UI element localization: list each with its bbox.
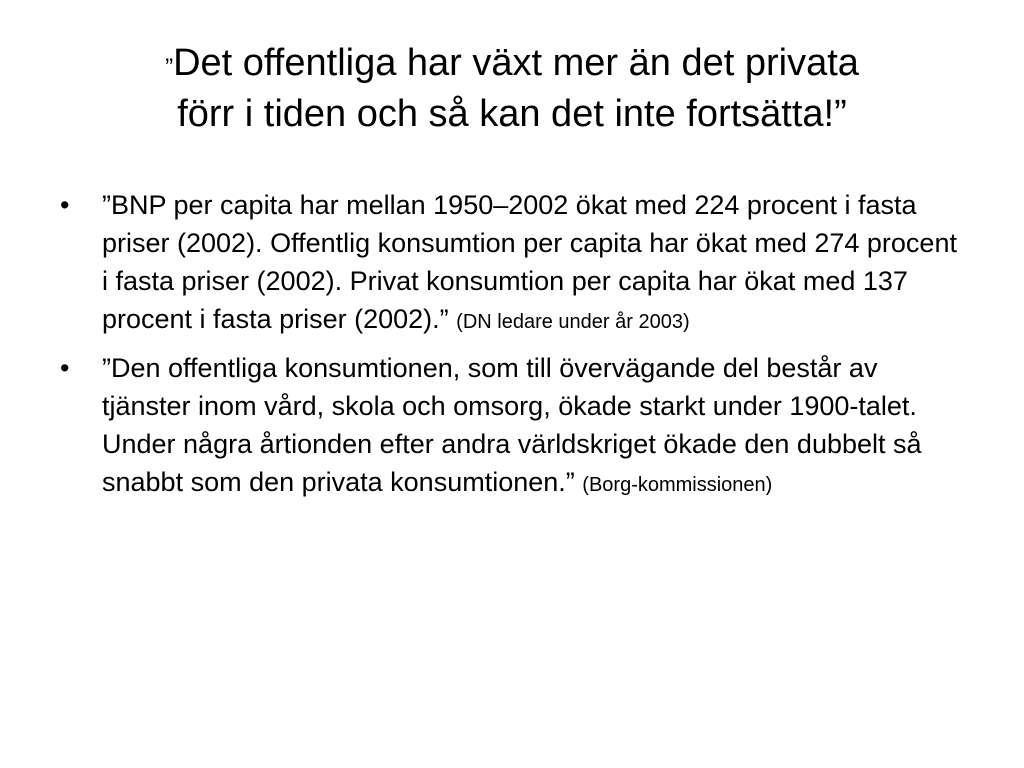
- bullet-source-1: (DN ledare under år 2003): [456, 311, 690, 333]
- slide-title: [40, 40, 984, 137]
- title-line-1: Det offentliga har växt mer än det privata: [173, 42, 859, 84]
- bullet-list: [60, 186, 970, 512]
- bullet-dot-icon: •: [60, 353, 70, 383]
- bullet-dot-icon: •: [60, 190, 70, 220]
- bullet-source-2: (Borg-kommissionen): [582, 474, 773, 496]
- title-line-2: förr i tiden och så kan det inte fortsätta!”: [177, 93, 847, 135]
- bullet-item-1: [60, 186, 970, 341]
- title-open-quote: ”: [165, 54, 174, 81]
- bullet-item-2: [60, 349, 970, 504]
- bullet-text-1: ”BNP per capita har mellan 1950–2002 ökat med 224 procent i fasta priser (2002). Offentlig konsumtion per capita har ökat med 274 procent i fasta priser (2002). Privat konsumtion per capita har ökat med 137 procent i fasta priser (2002).”: [102, 190, 957, 334]
- bullet-text-2: ”Den offentliga konsumtionen, som till övervägande del består av tjänster inom vård, skola och omsorg, ökade starkt under 1900-talet. Under några årtionden efter andra världskriget ökade den dubbelt så snabbt som den privata konsumtionen.”: [102, 353, 922, 497]
